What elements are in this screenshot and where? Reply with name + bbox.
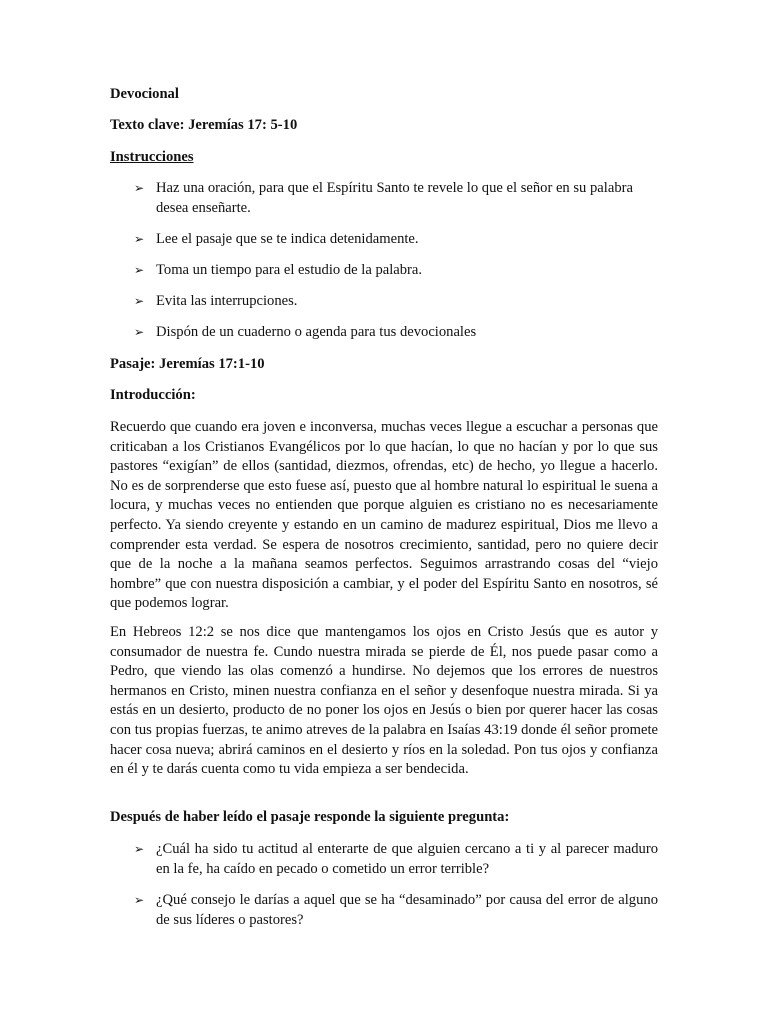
- introduction-heading: Introducción:: [110, 387, 196, 403]
- instruction-text: Dispón de un cuaderno o agenda para tus devocionales: [156, 324, 477, 340]
- question-item: [134, 891, 658, 930]
- arrowhead-bullet-icon: ➢: [134, 294, 145, 308]
- introduction-paragraph: Recuerdo que cuando era joven e inconversa, muchas veces llegue a escuchar a personas que criticaban a los Cristianos Evangélicos por lo que hacían, lo que no hacían y por lo que sus pastores “exigían” de ellos (santidad, diezmos, ofrendas, etc) de hecho, yo llegue a hacerlo. No es de sorprenderse que esto fuese así, puesto que al hombre natural lo espiritual le suena a locura, y muchas veces no entienden que porque alguien es cristiano no es necesariamente perfecto. Ya siendo creyente y estando en un camino de madurez espiritual, Dios me llevo a comprender esta verdad. Se espera de nosotros crecimiento, santidad, pero no quiere decir que de la noche a la mañana seamos perfectos. Seguimos arrastrando cosas del “viejo hombre” que con nuestra disposición a cambiar, y el poder del Espíritu Santo en nosotros, sé que podemos lograr.: [110, 419, 658, 612]
- instruction-text: Lee el pasaje que se te indica detenidamente.: [156, 231, 419, 247]
- arrowhead-bullet-icon: ➢: [134, 232, 145, 246]
- arrowhead-bullet-icon: ➢: [134, 893, 145, 907]
- passage-reference: Pasaje: Jeremías 17:1-10: [110, 356, 265, 372]
- instruction-text: Toma un tiempo para el estudio de la palabra.: [156, 262, 423, 278]
- body-paragraph: En Hebreos 12:2 se nos dice que mantengamos los ojos en Cristo Jesús que es autor y consumador de nuestra fe. Cundo nuestra mirada se pierde de Él, nos puede pasar como a Pedro, que viendo las olas comenzó a hundirse. No dejemos que los errores de nuestros hermanos en Cristo, minen nuestra confianza en el señor y desenfoque nuestra mirada. Si ya estás en un desierto, producto de no poner los ojos en Jesús o bien por querer hacer las cosas con tus propias fuerzas, te animo atreves de la palabra en Isaías 43:19 donde él señor promete hacer cosa nueva; abrirá caminos en el desierto y ríos en la soledad. Pon tus ojos y confianza en él y te darás cuenta como tu vida empieza a ser bendecida.: [110, 624, 658, 778]
- instruction-item: [134, 323, 658, 343]
- arrowhead-bullet-icon: ➢: [134, 263, 145, 277]
- question-item: [134, 840, 658, 879]
- arrowhead-bullet-icon: ➢: [134, 181, 145, 195]
- instruction-text: Evita las interrupciones.: [156, 293, 298, 309]
- arrowhead-bullet-icon: ➢: [134, 325, 145, 339]
- instruction-text: Haz una oración, para que el Espíritu Santo te revele lo que el señor en su palabra desea enseñarte.: [156, 180, 633, 216]
- instructions-heading: Instrucciones: [110, 149, 194, 165]
- instruction-item: [134, 230, 658, 250]
- document-title: Devocional: [110, 86, 179, 102]
- key-text: Texto clave: Jeremías 17: 5-10: [110, 117, 298, 133]
- arrowhead-bullet-icon: ➢: [134, 842, 145, 856]
- question-text: ¿Qué consejo le darías a aquel que se ha “desaminado” por causa del error de alguno de sus líderes o pastores?: [156, 892, 658, 928]
- instruction-item: [134, 292, 658, 312]
- question-text: ¿Cuál ha sido tu actitud al enterarte de que alguien cercano a ti y al parecer maduro en la fe, ha caído en pecado o cometido un error terrible?: [156, 841, 658, 877]
- instruction-item: [134, 179, 658, 218]
- instruction-item: [134, 261, 658, 281]
- questions-heading: Después de haber leído el pasaje responde la siguiente pregunta:: [110, 809, 510, 825]
